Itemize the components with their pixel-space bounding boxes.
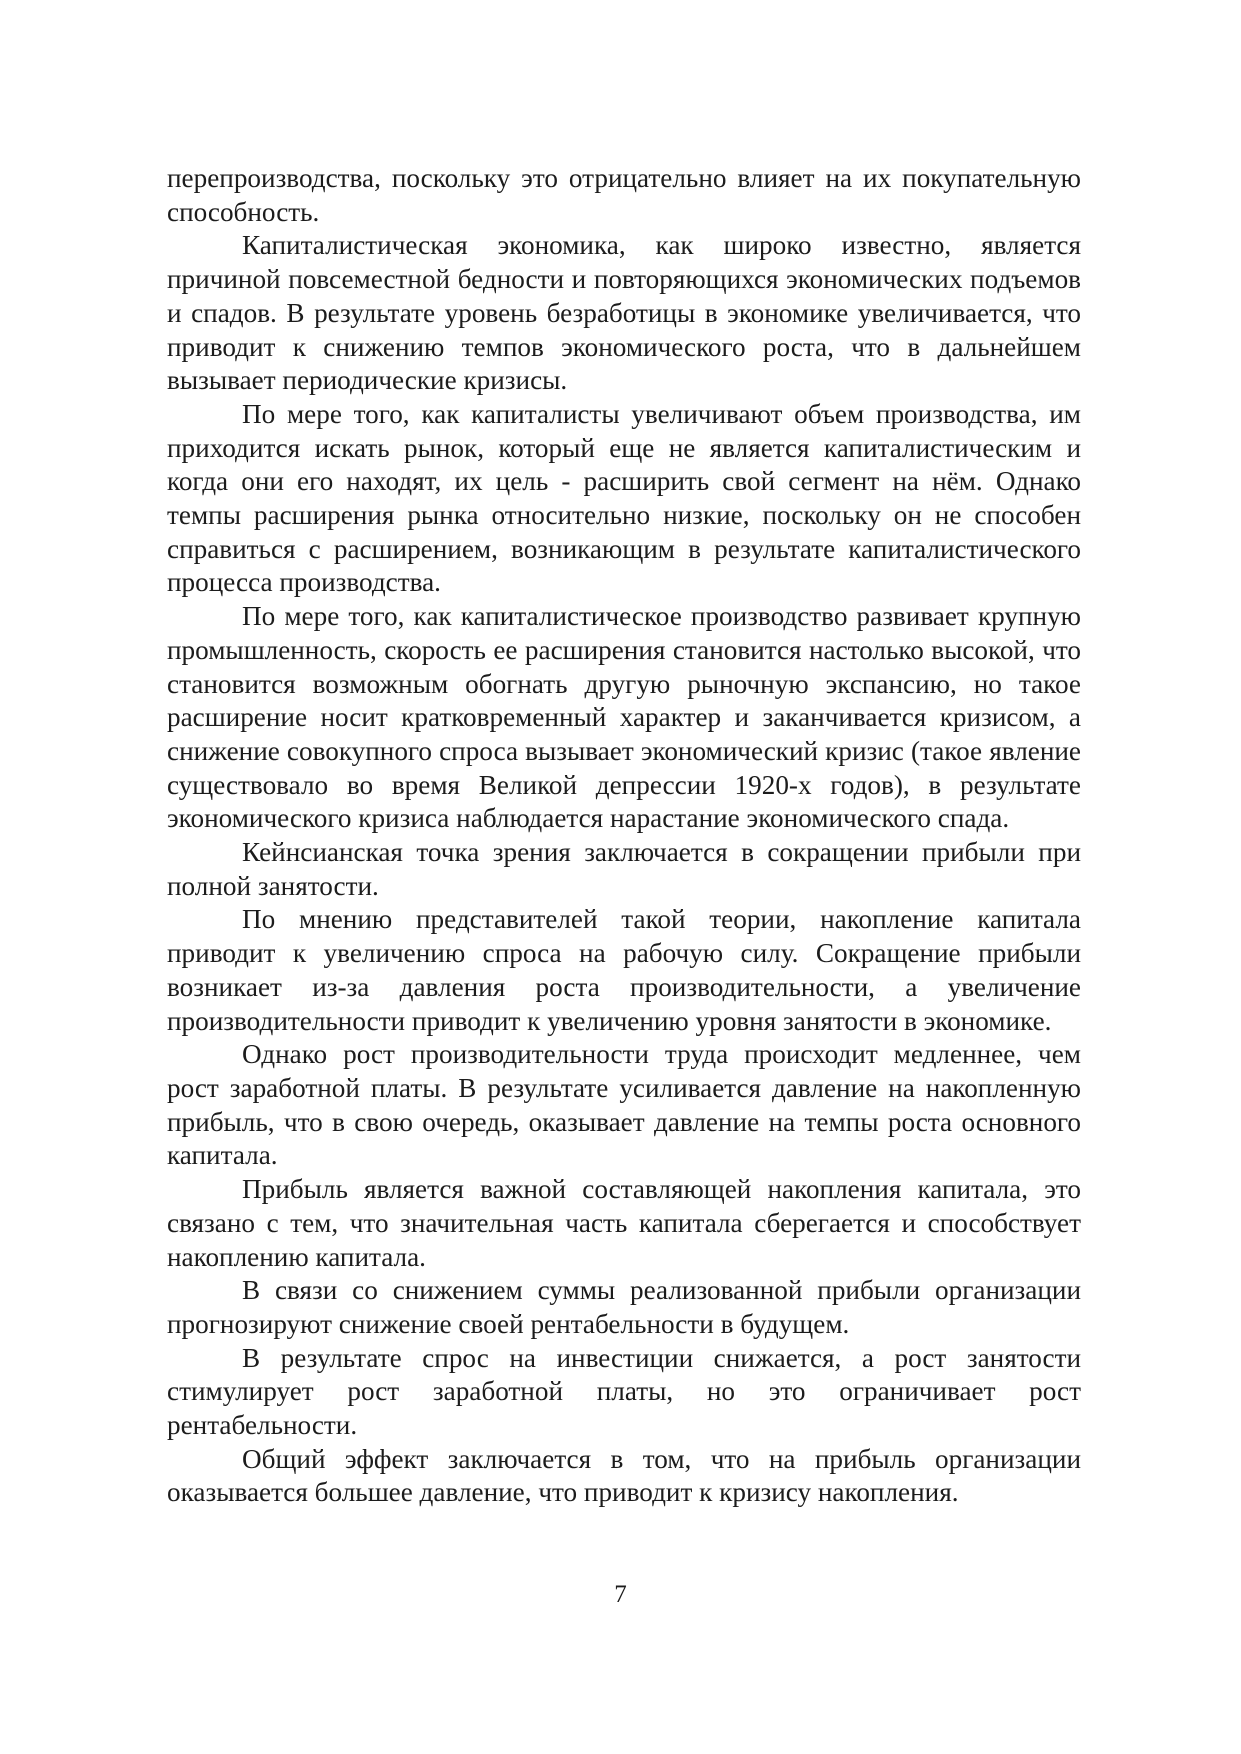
- body-text: [167, 162, 1081, 1510]
- paragraph: Кейнсианская точка зрения заключается в сокращении прибыли при полной занятости.: [167, 837, 1081, 901]
- paragraph: Однако рост производительности труда происходит медленнее, чем рост заработной платы. В результате усиливается давление на накопленную прибыль, что в свою очередь, оказывает давление на темпы роста основного капитала.: [167, 1039, 1081, 1171]
- paragraph: В результате спрос на инвестиции снижается, а рост занятости стимулирует рост заработной платы, но это ограничивает рост рентабельности.: [167, 1342, 1081, 1441]
- paragraph: По мере того, как капиталисты увеличивают объем производства, им приходится искать рынок, который еще не является капиталистическим и когда они его находят, их цель - расширить свой сегмент на нём. Однако темпы расширения рынка относительно низкие, поскольку он не способен справиться с расширением, возникающим в результате капиталистического процесса производства.: [167, 398, 1081, 598]
- paragraph: Общий эффект заключается в том, что на прибыль организации оказывается большее давление, что приводит к кризису накопления.: [167, 1443, 1081, 1508]
- paragraph: В связи со снижением суммы реализованной прибыли организации прогнозируют снижение своей рентабельности в будущем.: [167, 1275, 1081, 1339]
- paragraph: Прибыль является важной составляющей накопления капитала, это связано с тем, что значительная часть капитала сберегается и способствует накоплению капитала.: [167, 1174, 1081, 1272]
- paragraph: По мере того, как капиталистическое производство развивает крупную промышленность, скорость ее расширения становится настолько высокой, что становится возможным обогнать другую рыночную экспансию, но такое расширение носит кратковременный характер и заканчивается кризисом, а снижение совокупного спроса вызывает экономический кризис (такое явление существовало во время Великой депрессии 1920-х годов), в результате экономического кризиса наблюдается нарастание экономического спада.: [167, 601, 1081, 834]
- paragraph: Капиталистическая экономика, как широко известно, является причиной повсеместной бедности и повторяющихся экономических подъемов и спадов. В результате уровень безработицы в экономике увеличивается, что приводит к снижению темпов экономического роста, что в дальнейшем вызывает периодические кризисы.: [167, 230, 1081, 396]
- page-number: 7: [614, 1581, 627, 1608]
- paragraph: По мнению представителей такой теории, накопление капитала приводит к увеличению спроса на рабочую силу. Сокращение прибыли возникает из-за давления роста производительности, а увеличение производительности приводит к увеличению уровня занятости в экономике.: [167, 904, 1081, 1036]
- paragraph-continuation: перепроизводства, поскольку это отрицательно влияет на их покупательную способность.: [167, 163, 1081, 227]
